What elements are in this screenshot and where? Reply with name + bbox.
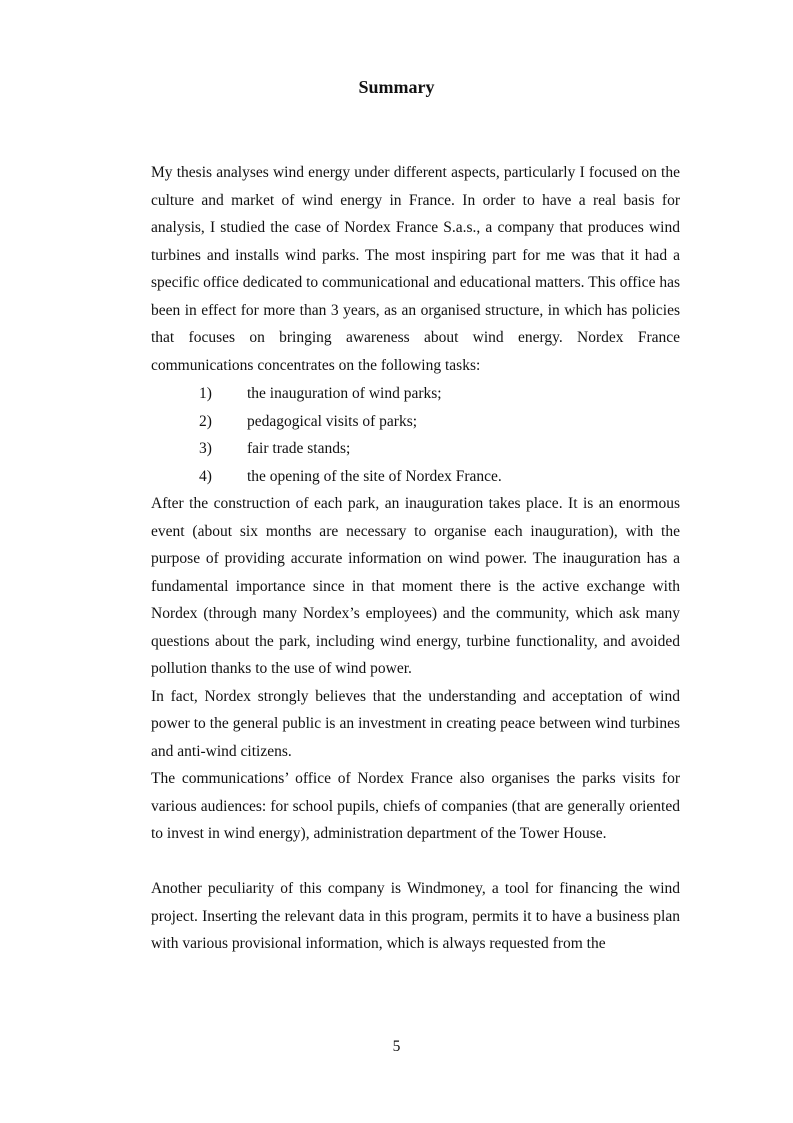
list-item-number: 2): [199, 412, 212, 430]
visits-paragraph: The communications’ office of Nordex France also organises the parks visits for various audiences: for school pupils, chiefs of companies (that are generally oriented to invest in wind energy), administration department of the Tower House.: [151, 770, 680, 842]
list-item-number: 3): [199, 440, 212, 457]
list-item-text: pedagogical visits of parks;: [247, 412, 418, 430]
list-item-number: 1): [199, 385, 212, 402]
intro-paragraph: My thesis analyses wind energy under different aspects, particularly I focused on the culture and market of wind energy in France. In order to have a real basis for analysis, I studied the case of Nordex France S.a.s., a company that produces wind turbines and installs wind parks. The most inspiring part for me was that it had a specific office dedicated to communicational and educational matters. This office has been in effect for more than 3 years, as an organised structure, in which has policies that focuses on bringing awareness about wind energy. Nordex France communications concentrates on the following tasks:: [151, 164, 680, 374]
intro-block: [151, 159, 680, 379]
list-item-text: fair trade stands;: [247, 440, 351, 457]
list-item-text: the inauguration of wind parks;: [247, 385, 442, 402]
list-item-text: the opening of the site of Nordex France.: [247, 467, 502, 485]
belief-paragraph: In fact, Nordex strongly believes that the understanding and acceptation of wind power to the general public is an investment in creating peace between wind turbines and anti-wind citizens.: [151, 687, 680, 760]
list-item: [151, 408, 680, 436]
list-item: [151, 463, 680, 491]
tasks-list: [151, 380, 680, 490]
list-item: [151, 380, 680, 408]
windmoney-block: [151, 875, 680, 958]
page-title: Summary: [358, 77, 435, 97]
body-block: [151, 490, 680, 848]
windmoney-paragraph: Another peculiarity of this company is Windmoney, a tool for financing the wind project. Inserting the relevant data in this program, permits it to have a business plan with various provisional information, which is always requested from the: [151, 880, 680, 952]
page-number: 5: [392, 1038, 401, 1055]
list-item-number: 4): [199, 467, 212, 485]
inauguration-paragraph: After the construction of each park, an inauguration takes place. It is an enormous event (about six months are necessary to organise each inauguration), with the purpose of providing accurate information on wind power. The inauguration has a fundamental importance since in that moment there is the active exchange with Nordex (through many Nordex’s employees) and the community, which ask many questions about the park, including wind energy, turbine functionality, and avoided pollution thanks to the use of wind power.: [151, 495, 680, 677]
list-item: [151, 435, 680, 463]
